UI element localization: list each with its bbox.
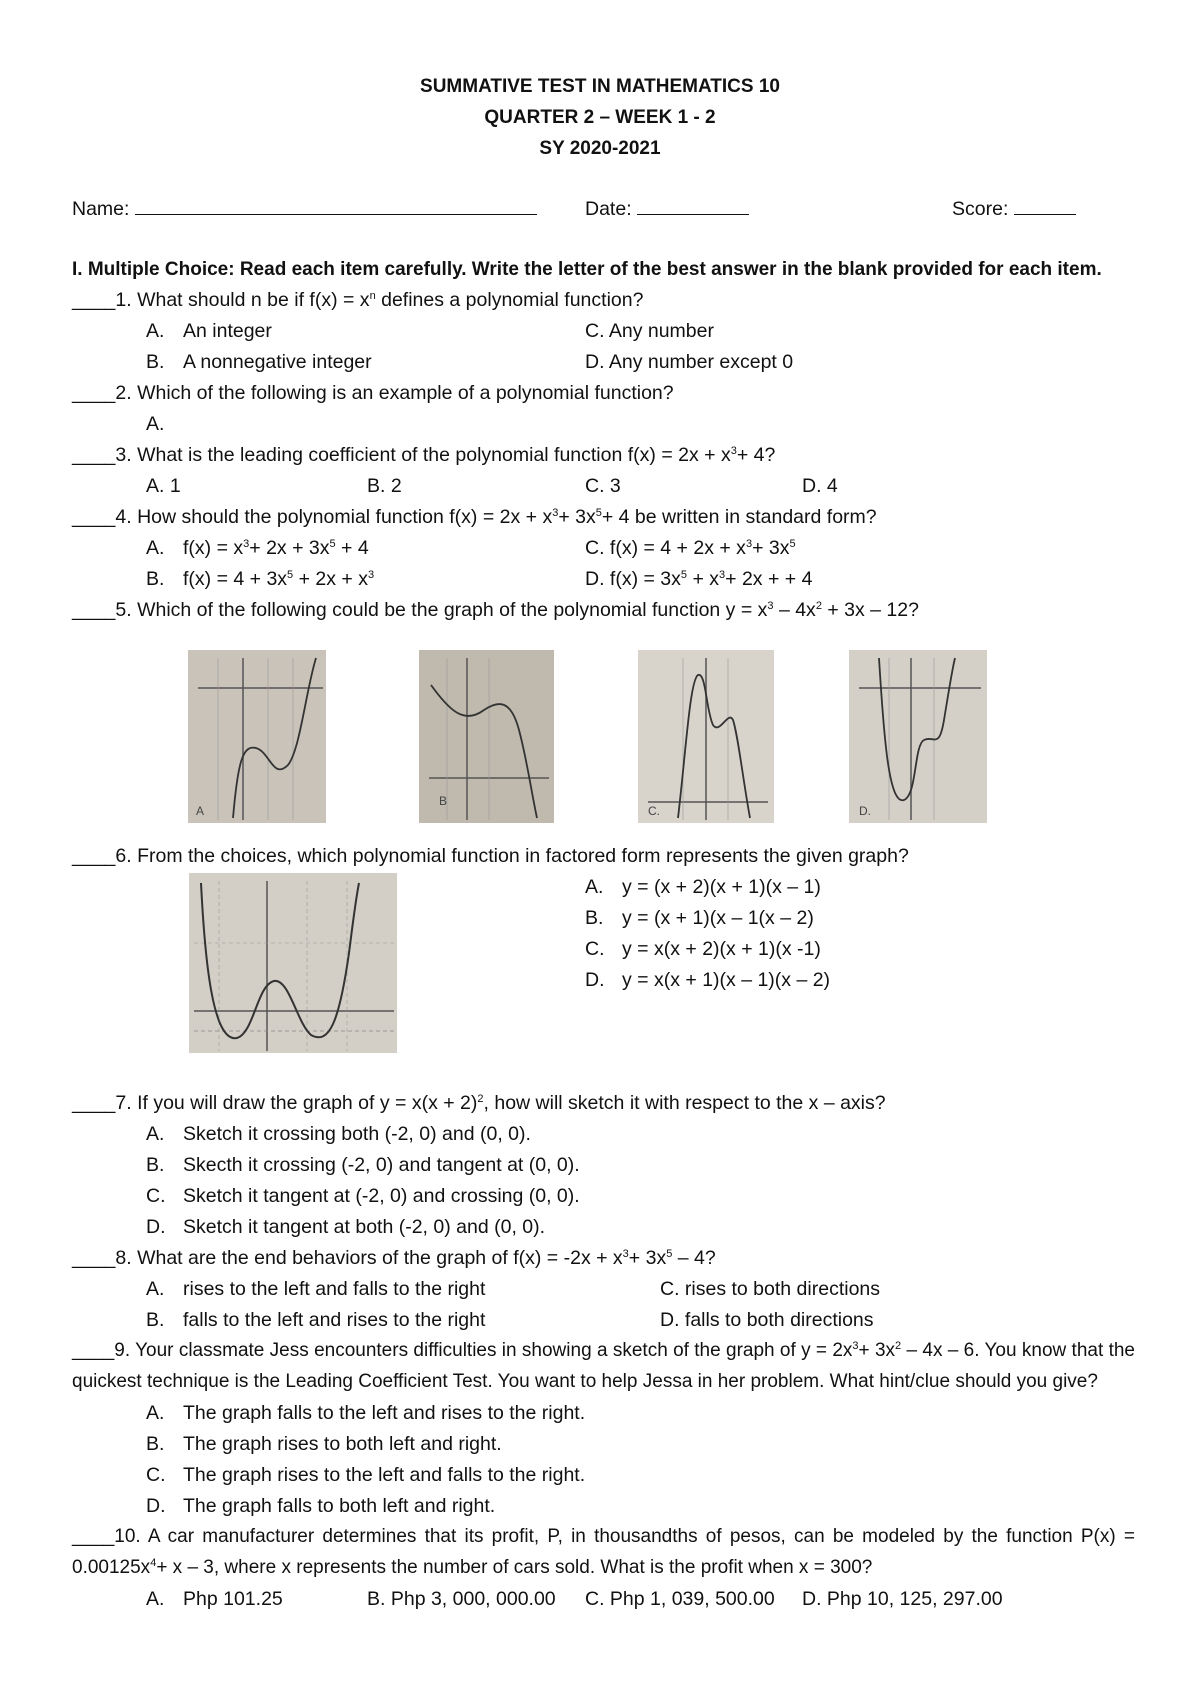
score-field[interactable] (952, 196, 1076, 222)
q9-option-d: The graph falls to both left and right. (183, 1495, 496, 1517)
q8-sup: 5 (666, 1248, 673, 1260)
name-field[interactable] (72, 196, 537, 222)
q10-option-a: Php 101.25 (183, 1588, 283, 1610)
q7-option-d-letter: D. (146, 1216, 166, 1238)
q4-sup: 3 (552, 507, 559, 519)
graph-a-plot (188, 650, 326, 823)
q9-option-b: The graph rises to both left and right. (183, 1433, 502, 1455)
q5-text-end: + 3x – 12? (821, 599, 919, 621)
question-3 (72, 442, 775, 468)
graph-option-b[interactable] (419, 650, 554, 823)
q1-option-d: D. Any number except 0 (585, 351, 794, 373)
quarter-label: QUARTER 2 – WEEK 1 - 2 (484, 107, 716, 128)
question-9 (72, 1338, 1135, 1364)
q8-option-b: falls to the left and rises to the right (183, 1309, 486, 1331)
q3-option-a: A. 1 (146, 475, 181, 497)
option-letter: A. (146, 320, 165, 342)
date-label: Date: (585, 198, 632, 220)
question-6 (72, 843, 909, 869)
question-4 (72, 504, 877, 530)
answer-blank-2[interactable]: ____ (72, 382, 116, 404)
question-7 (72, 1090, 886, 1116)
question-8 (72, 1245, 716, 1271)
q8-option-b-letter: B. (146, 1309, 165, 1331)
graph-b-label: B (439, 794, 448, 808)
q5-sup: 2 (815, 600, 822, 612)
answer-blank-1[interactable]: ____ (72, 289, 116, 311)
q1-option-b-text: A nonnegative integer (183, 351, 372, 373)
q7-option-c-letter: C. (146, 1185, 166, 1207)
q6-option-d: y = x(x + 1)(x – 1)(x – 2) (622, 969, 831, 991)
q1-text: 1. What should n be if f(x) = x (115, 289, 370, 311)
q8-text-end: – 4? (672, 1247, 716, 1269)
graph-c-label: C. (648, 804, 660, 818)
q4-option-d: D. $f(x) = 3x^5 + x^3+ 2x$ + + 4 (585, 568, 813, 590)
graph-option-d[interactable] (849, 650, 987, 823)
q5-sup: 3 (767, 600, 774, 612)
q6-option-a-letter: A. (585, 876, 604, 898)
q3-text: 3. What is the leading coefficient of the polynomial function f(x) = 2x + x (115, 444, 731, 466)
graph-a-label: A (196, 804, 205, 818)
q4-option-c: C. $f(x) = 4 + 2x + x^3+ 3x^5$ (585, 537, 796, 559)
q4-text: 4. How should the polynomial function f(x) = 2x + x (115, 506, 553, 528)
q1-option-a-text: An integer (183, 320, 272, 342)
q3-option-b: B. 2 (367, 475, 402, 497)
q7-option-d: Sketch it tangent at both (-2, 0) and (0, 0). (183, 1216, 546, 1238)
option-letter: B. (146, 351, 165, 373)
q8-sup: 3 (622, 1248, 629, 1260)
q8-option-c: C. rises to both directions (660, 1278, 881, 1300)
answer-blank-10[interactable]: ____ (72, 1526, 115, 1547)
q2-option-a: A. (146, 413, 165, 435)
graph-option-a[interactable] (188, 650, 326, 823)
q9-option-b-letter: B. (146, 1433, 165, 1455)
q7-option-a: Sketch it crossing both (-2, 0) and (0, 0). (183, 1123, 531, 1145)
graph-d-plot (849, 650, 987, 823)
q9-option-d-letter: D. (146, 1495, 166, 1517)
q9-option-c-letter: C. (146, 1464, 166, 1486)
q6-option-b-letter: B. (585, 907, 604, 929)
page-title: SUMMATIVE TEST IN MATHEMATICS 10 (420, 76, 780, 97)
q3-text-end: + 4? (736, 444, 776, 466)
name-label: Name: (72, 198, 130, 220)
answer-blank-7[interactable]: ____ (72, 1092, 116, 1114)
q6-option-c: y = x(x + 2)(x + 1)(x -1) (622, 938, 821, 960)
q5-text: 5. Which of the following could be the graph of the polynomial function y = x (115, 599, 768, 621)
q1-text-end: defines a polynomial function? (375, 289, 644, 311)
q7-sup: 2 (477, 1093, 484, 1105)
q9-text-line-2: quickest technique is the Leading Coefficient Test. You want to help Jessa in her problem. What hint/clue should you give? (72, 1371, 1098, 1392)
q10-option-b: B. Php 3, 000, 000.00 (367, 1588, 556, 1610)
answer-blank-4[interactable]: ____ (72, 506, 116, 528)
q3-sup: 3 (730, 445, 737, 457)
q8-option-a-letter: A. (146, 1278, 165, 1300)
q6-option-a: y = (x + 2)(x + 1)(x – 1) (622, 876, 821, 898)
school-year: SY 2020-2021 (539, 138, 661, 159)
q4-option-b: $f(x) = 4 + 3x^5 + 2x + x^3$ (183, 568, 375, 590)
q4-option-a: $f(x) = x^3+ 2x + 3x^5 + 4$ (183, 537, 369, 559)
q9-option-c: The graph rises to the left and falls to the right. (183, 1464, 586, 1486)
question-2 (72, 380, 674, 406)
q3-option-d: D. 4 (802, 475, 838, 497)
q4-sup: 5 (595, 507, 602, 519)
answer-blank-5[interactable]: ____ (72, 599, 116, 621)
q1-option-c: C. Any number (585, 320, 714, 342)
q6-text: 6. From the choices, which polynomial function in factored form represents the given graph? (115, 845, 909, 867)
q9-option-a-letter: A. (146, 1402, 165, 1424)
q10-option-c: C. Php 1, 039, 500.00 (585, 1588, 775, 1610)
q7-text-end: , how will sketch it with respect to the x – axis? (483, 1092, 886, 1114)
instructions: I. Multiple Choice: Read each item carefully. Write the letter of the best answer in the blank provided for each item. (72, 259, 1102, 280)
date-line[interactable] (637, 214, 749, 215)
q4-text-end: + 4 be written in standard form? (601, 506, 877, 528)
q9-text: 9. Your classmate Jess encounters difficulties in showing a sketch of the graph of y = 2x (114, 1340, 853, 1361)
q6-option-d-letter: D. (585, 969, 605, 991)
q9-text: + 3x (858, 1340, 896, 1361)
q7-option-b: Skecth it crossing (-2, 0) and tangent at (0, 0). (183, 1154, 580, 1176)
q6-option-c-letter: C. (585, 938, 605, 960)
q9-sup: 3 (852, 1340, 859, 1352)
graph-option-c[interactable] (638, 650, 774, 823)
score-line[interactable] (1014, 214, 1076, 215)
q8-option-d: D. falls to both directions (660, 1309, 874, 1331)
graph-d-label: D. (859, 804, 871, 818)
q7-option-c: Sketch it tangent at (-2, 0) and crossing (0, 0). (183, 1185, 580, 1207)
q3-option-c: C. 3 (585, 475, 621, 497)
score-label: Score: (952, 198, 1009, 220)
q9-text: – 4x – 6. You know that the (901, 1340, 1135, 1361)
q10-option-d: D. Php 10, 125, 297.00 (802, 1588, 1003, 1610)
q10-option-a-letter: A. (146, 1588, 165, 1610)
answer-blank-6[interactable]: ____ (72, 845, 116, 867)
q8-text: + 3x (628, 1247, 667, 1269)
q7-text: 7. If you will draw the graph of y = x(x + 2) (115, 1092, 478, 1114)
answer-blank-3[interactable]: ____ (72, 444, 116, 466)
q4-option-a-letter: A. (146, 537, 165, 559)
q1-option-b (146, 349, 164, 375)
q1-option-a (146, 318, 164, 344)
graph-b-plot (419, 650, 554, 823)
q5-text: – 4x (773, 599, 816, 621)
question-10 (72, 1524, 1135, 1550)
q7-option-b-letter: B. (146, 1154, 165, 1176)
q7-option-a-letter: A. (146, 1123, 165, 1145)
graph-c-plot (638, 650, 774, 823)
q4-text: + 3x (558, 506, 596, 528)
answer-blank-8[interactable]: ____ (72, 1247, 116, 1269)
q9-option-a: The graph falls to the left and rises to the right. (183, 1402, 586, 1424)
question-1 (72, 287, 643, 313)
q6-option-b: y = (x + 1)(x – 1(x – 2) (622, 907, 814, 929)
answer-blank-9[interactable]: ____ (72, 1340, 115, 1361)
q8-text: 8. What are the end behaviors of the graph of f(x) = -2x + x (115, 1247, 623, 1269)
q9-sup: 2 (895, 1340, 902, 1352)
q6-graph-plot (189, 873, 397, 1053)
q8-option-a: rises to the left and falls to the right (183, 1278, 486, 1300)
q2-text: 2. Which of the following is an example of a polynomial function? (115, 382, 674, 404)
q1-sup: n (369, 290, 376, 302)
name-line[interactable] (135, 214, 537, 215)
q6-graph (189, 873, 397, 1053)
q10-text: 10. A car manufacturer determines that its profit, P, in thousandths of pesos, can be modeled by the function P(x) = (114, 1526, 1135, 1547)
question-5 (72, 597, 919, 623)
date-field[interactable] (585, 196, 749, 222)
q4-option-b-letter: B. (146, 568, 165, 590)
q10-text-line-2: $0.00125x^4+ x - 3$, where x represents the number of cars sold. What is the profit when x = 300? (72, 1557, 873, 1578)
